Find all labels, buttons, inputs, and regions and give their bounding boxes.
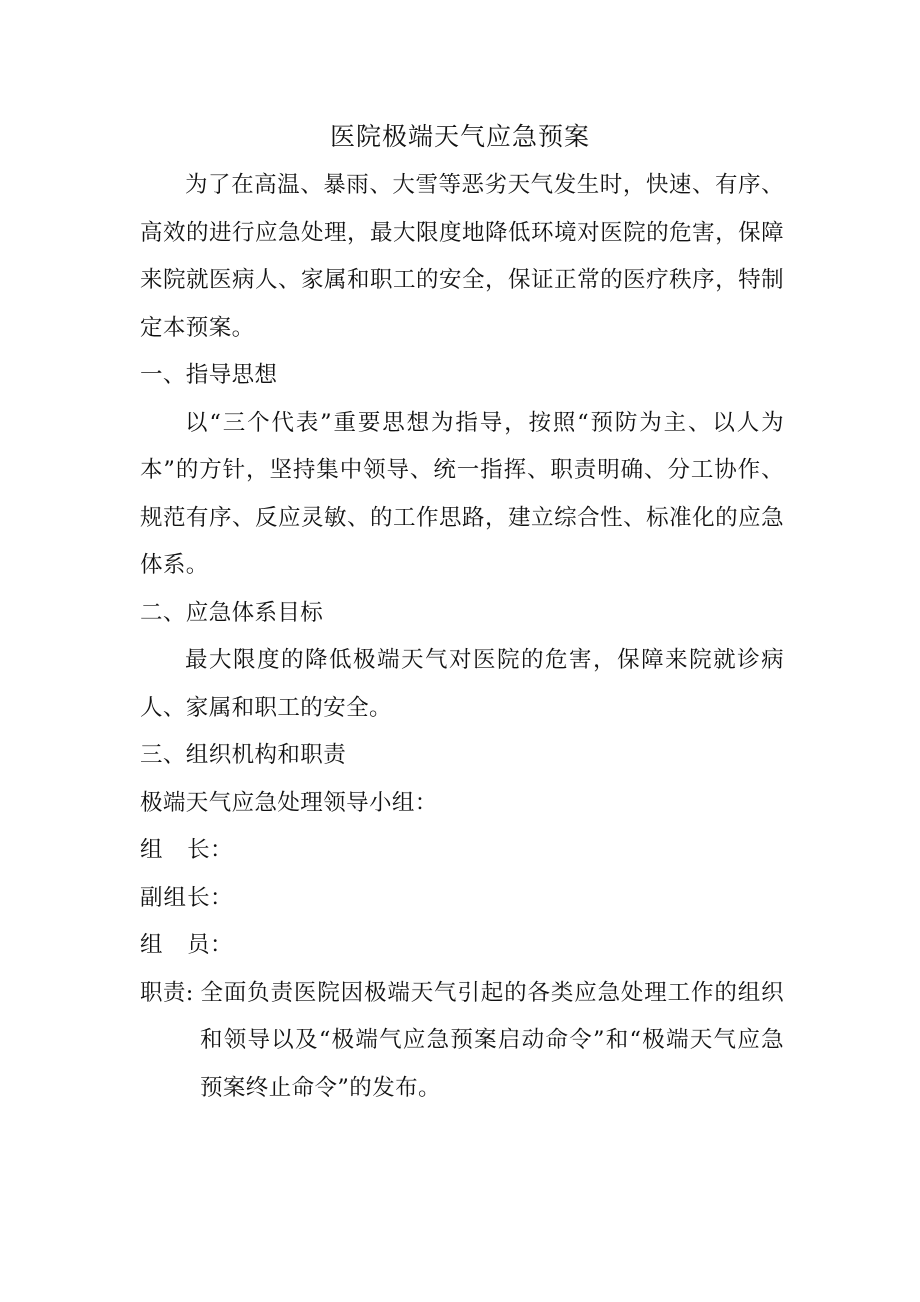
duty-label: 职责: xyxy=(140,979,194,1006)
role-leader xyxy=(140,827,784,875)
role-leader-label: 组长 xyxy=(140,837,210,863)
role-member xyxy=(140,922,784,970)
section-body-system-goal: 最大限度的降低极端天气对医院的危害，保障来院就诊病人、家属和职工的安全。 xyxy=(140,647,784,721)
document-title: 医院极端天气应急预案 xyxy=(329,122,590,151)
leadership-group-label: 极端天气应急处理领导小组： xyxy=(140,789,438,816)
section-heading-organization: 三、组织机构和职责 xyxy=(140,742,347,768)
duty-text: 全面负责医院因极端天气引起的各类应急处理工作的组织和领导以及“极端气应急预案启动命令”和“极端天气应急预案终止命令”的发布。 xyxy=(200,979,784,1101)
role-member-label: 组员 xyxy=(140,932,210,958)
document-body xyxy=(140,112,784,1112)
intro-paragraph: 为了在高温、暴雨、大雪等恶劣天气发生时，快速、有序、高效的进行应急处理，最大限度地降低环境对医院的危害，保障来院就医病人、家属和职工的安全，保证正常的医疗秩序，特制定本预案。 xyxy=(140,172,784,341)
role-deputy xyxy=(140,875,784,923)
role-leader-colon: ： xyxy=(210,837,233,863)
role-member-colon: ： xyxy=(210,932,233,958)
duty-paragraph xyxy=(140,970,784,1113)
section-body-guiding-ideology: 以“三个代表”重要思想为指导，按照“预防为主、以人为本”的方针，坚持集中领导、统一指挥、职责明确、分工协作、规范有序、反应灵敏、的工作思路，建立综合性、标准化的应急体系。 xyxy=(140,409,784,578)
section-heading-guiding-ideology: 一、指导思想 xyxy=(140,362,278,388)
role-deputy-colon: ： xyxy=(210,884,233,911)
role-deputy-label: 副组长 xyxy=(140,884,210,911)
section-heading-system-goal: 二、应急体系目标 xyxy=(140,599,324,626)
